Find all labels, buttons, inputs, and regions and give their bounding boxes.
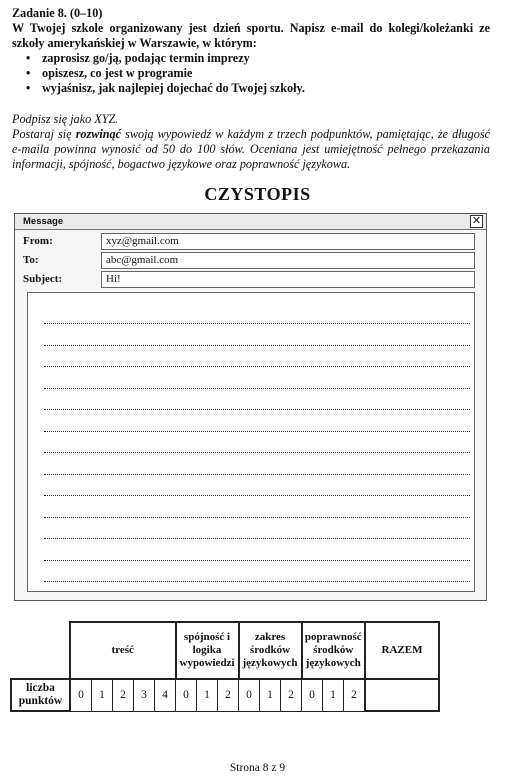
point-cell[interactable]: 0 bbox=[176, 679, 197, 711]
email-window bbox=[14, 213, 487, 601]
instruction-text: swoją wypowiedź w każdym z trzech podpunktów, pamiętając, że długość e-maila powinna wynosić od 50 do 100 słów. Oceniana jest umiejętność pełnego przekazania informacji, spójność, bogactwo językowe oraz poprawność językowa. bbox=[12, 127, 490, 171]
writing-line bbox=[44, 581, 470, 582]
window-title: Message bbox=[23, 216, 64, 227]
task-section bbox=[12, 6, 490, 96]
instructions bbox=[12, 112, 490, 172]
header-tresc: treść bbox=[70, 622, 176, 679]
page-title: CZYSTOPIS bbox=[204, 184, 311, 204]
writing-line bbox=[44, 560, 470, 561]
task-bullet: • wyjaśnisz, jak najlepiej dojechać do Twojej szkoły. bbox=[42, 81, 490, 96]
task-header: Zadanie 8. (0–10) bbox=[12, 6, 103, 20]
point-cell[interactable]: 0 bbox=[70, 679, 92, 711]
header-spojnosc: spójność i logika wypowiedzi bbox=[176, 622, 239, 679]
row-label: liczba punktów bbox=[11, 679, 70, 711]
writing-line bbox=[44, 388, 470, 389]
message-body[interactable] bbox=[27, 292, 475, 592]
email-title-bar bbox=[15, 214, 486, 230]
from-label: From: bbox=[23, 235, 53, 247]
from-field[interactable]: xyz@gmail.com bbox=[101, 233, 475, 250]
header-razem: RAZEM bbox=[365, 622, 439, 679]
writing-line bbox=[44, 538, 470, 539]
point-cell[interactable]: 0 bbox=[239, 679, 260, 711]
writing-line bbox=[44, 517, 470, 518]
from-row bbox=[15, 232, 486, 251]
point-cell[interactable]: 1 bbox=[197, 679, 218, 711]
point-cell[interactable]: 1 bbox=[323, 679, 344, 711]
writing-line bbox=[44, 495, 470, 496]
subject-row bbox=[15, 270, 486, 289]
writing-line bbox=[44, 452, 470, 453]
task-intro: W Twojej szkole organizowany jest dzień sportu. Napisz e-mail do kolegi/koleżanki ze szkoły amerykańskiej w Warszawie, w którym: bbox=[12, 21, 490, 50]
point-cell[interactable]: 2 bbox=[218, 679, 239, 711]
instruction-emphasis: rozwinąć bbox=[75, 127, 122, 141]
writing-line bbox=[44, 409, 470, 410]
point-cell[interactable]: 1 bbox=[92, 679, 113, 711]
to-field[interactable]: abc@gmail.com bbox=[101, 252, 475, 269]
point-cell[interactable]: 1 bbox=[260, 679, 281, 711]
task-bullet: • opiszesz, co jest w programie bbox=[42, 66, 490, 81]
writing-line bbox=[44, 366, 470, 367]
instruction-text: Postaraj się bbox=[12, 127, 72, 141]
header-zakres: zakres środków językowych bbox=[239, 622, 302, 679]
razem-cell[interactable] bbox=[365, 679, 439, 711]
point-cell[interactable]: 0 bbox=[302, 679, 323, 711]
task-bullet: • zaprosisz go/ją, podając termin imprezy bbox=[42, 51, 490, 66]
sign-instruction: Podpisz się jako XYZ. bbox=[12, 112, 119, 126]
point-cell[interactable]: 2 bbox=[281, 679, 302, 711]
to-label: To: bbox=[23, 254, 39, 266]
to-row bbox=[15, 251, 486, 270]
close-icon[interactable]: ✕ bbox=[471, 215, 482, 227]
task-bullets bbox=[12, 51, 490, 96]
empty-corner bbox=[11, 622, 70, 679]
writing-line bbox=[44, 474, 470, 475]
point-cell[interactable]: 2 bbox=[113, 679, 134, 711]
writing-line bbox=[44, 431, 470, 432]
subject-field[interactable]: Hi! bbox=[101, 271, 475, 288]
point-cell[interactable]: 4 bbox=[155, 679, 176, 711]
writing-line bbox=[44, 345, 470, 346]
point-cell[interactable]: 3 bbox=[134, 679, 155, 711]
writing-line bbox=[44, 323, 470, 324]
point-cell[interactable]: 2 bbox=[344, 679, 366, 711]
subject-label: Subject: bbox=[23, 273, 63, 285]
header-poprawnosc: poprawność środków językowych bbox=[302, 622, 366, 679]
length-instruction bbox=[12, 127, 490, 172]
scoring-table bbox=[10, 621, 440, 712]
page-footer: Strona 8 z 9 bbox=[229, 762, 286, 774]
